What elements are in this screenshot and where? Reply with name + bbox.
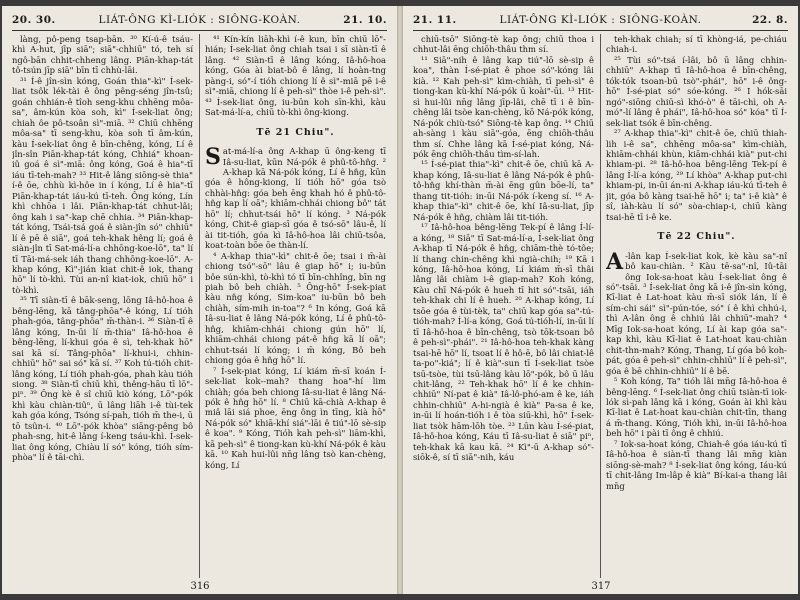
verse-paragraph: làng, pô-peng tsap-bān. ³⁰ Kí-ú-ê tsáu-khì A-hut, jīp siā"; siā"-chhiū" tó, teh sí ngô-bān chhit-chheng lâng. Piān-khap-tát tô-tsún jīp siā" bīn tī chhù-lāi. xyxy=(12,34,193,76)
right-page xyxy=(402,6,798,594)
right-page-header xyxy=(413,14,788,31)
right-page-column-1 xyxy=(413,34,594,578)
verse-paragraph: ⁷ Iok-sa-hoat kóng, Chiah-ê góa iáu-kú tī Iâ-hô-hoa ê siàn-tī thang lâi mn̄g kiàn siōng-sè-mah? ⁸ Í-sek-liat ông kóng, Iáu-kú tī chit-lâng Im-lâp ê kià" Bí-kai-a thang lâi mn̄g xyxy=(606,438,787,491)
verse-paragraph xyxy=(205,146,386,251)
left-header-chapter-range: 20. 30. xyxy=(12,14,56,26)
verse-paragraph: ²⁷ A-khap thia"-kì" chit-ê ōe, chiū thiah-lih i-ê sa", chhēng môa-sa" kìm-chiàh, khiām-chhái khùn, kiām-chhái kià" put-chi khiam-pi. ²⁸ Iâ-hô-hoa bêng-lēng Tek-pí ê lâng Í-lí-a kóng, ²⁹ Lí khòa" A-khap put-chi khiam-pi, in-ūi án-ni A-khap iáu-kú tī-teh ê jit, góa bô kàng tsai-hē hō" i; ta" i-ê kià" ê sî, iàh-kàu lí só" sòa-chiap-i, chiū kàng tsai-hē tī i-ê ke. xyxy=(606,128,787,222)
right-header-title: LIÁT-ÔNG KÌ-LIÓK : SIÔNG-KOÀN. xyxy=(499,14,702,26)
verse-paragraph: ⁴ A-khap thia"-kì" chit-ê ōe; tsai i m̄-ài chiong tsó"-sō" lâu ê giap hō" i; iu-būn bôe sún-khì, tò-khì tó tī bīn-chhîng, bīn ng piah bô beh chiàh. ⁵ Ông-hō" Í-sek-piat kàu nn̂g kóng, Sim-koa" iu-būn bô beh chiàh, sím-mih in-toa"? ⁶ In kóng, Goá kā Iâ-su-liat ê lâng Ná-pók kóng, Lí ê phû-tô-hn̂g, khiām-chhái chiong gún hō" lí, khiām-chhái chiong pát-ê hn̂g kā lí oā"; chhut-tsái lí kóng; i m̄ kóng, Bô beh chiong góa ê hn̂g hō" lí. xyxy=(205,250,386,366)
verse-paragraph: ²⁵ Tùi só"-tsá í-lâi, bô ū lâng chhin-chhiū" A-khap tī Iâ-hô-hoa ê bīn-chêng, tók-tók tsoan-bū tsò"-phái", hō" i-ê ông-hō" Í-sé-piat só" sóe-kóng. ²⁶ I hók-sāi ngó"-siōng chiū-sì khó-ò" ê tāi-chì, oh A-mó"-lí lâng ê phái", Iâ-hô-hoa só" kóa" tī Í-sek-liat tsók ê bīn-chêng. xyxy=(606,54,787,128)
verse-paragraph: ⁷ Í-sek-piat kóng, Lí kiám m̄-sī koán Í-sek-liat kok--mah? thang hoa"-hí lim chiàh; góa beh chiong Iâ-su-liat ê lâng Ná-pók ê hn̂g hō" lí. ⁸ Chiū kā-chià A-khap ê miâ lāi siá phoe, ēng ông ìn tīng, kià hō" Ná-pók só" khiā-khí siá"-lāi ê tiú"-lō sè-sip ê koa". ⁹ Kóng, Tióh kah peh-sì" liām-khì, kā peh-sì" ê tiong-kan kù-khí Ná-pók ê kàu kā. ¹⁰ Kah hui-lûi nn̄g lâng tsò kan-chèng, kóng, Lí xyxy=(205,365,386,470)
verse-paragraph xyxy=(606,248,787,376)
left-header-title: LIÁT-ÔNG KÌ-LIÓK : SIÔNG-KOÀN. xyxy=(98,14,301,26)
left-column-rule xyxy=(199,34,200,578)
verse-paragraph: teh-khak chiah; sí tī khòng-iá, pe-chiáu chiah-i. xyxy=(606,34,787,55)
left-page xyxy=(2,6,398,594)
drop-cap-letter: A xyxy=(606,248,624,275)
right-header-chapter-range-end: 22. 8. xyxy=(752,14,788,26)
left-page-number: 316 xyxy=(190,581,210,592)
left-page-column-2 xyxy=(205,34,386,578)
left-page-header xyxy=(12,14,387,31)
verse-paragraph: ³⁵ Tī siàn-tī ê bāk-seng, lōng Iâ-hô-hoa ê bêng-lēng, kā tâng-phōa"-ê kóng, Lí tióh phah-góa, tâng-phōa" m̄-thàn-i. ³⁶ Siàn-tī ê lâng kóng, In-ūi lí m̄-thia" Iâ-hô-hoa ê bêng-lēng, lí-khui góa ê sì, teh-khak hō" sai kā sí. Tâng-phōa" lí-khui-i, chhin-chhiū" hō" sai só" kā sí. ³⁷ Koh tú-tióh chit-lâng kóng, Lí tióh phah-góa, phah kàu tióh siong. ³⁸ Siàn-tī chiū khì, thêng-hāu tī lō"-piⁿ. ³⁹ Ông kè ê sî chiū kiò kóng, Lō"-pók khì kàu chiàn-tiûⁿ, ū lâng liāh i-ê tùi-tek kah góa kóng, Tsóng sí-pah, tióh m̄ the-i, ū tō tsûn-i. ⁴⁰ Lō"-pók khòa" siāng-pêng bô phah-sng, hit-ê lâng í-keng tsáu-khì. Í-sek-liat ông kóng, Chiàu lí só" kóng, tióh sím-phòa" lí ê tāi-chì. xyxy=(12,295,193,463)
right-page-number: 317 xyxy=(591,581,611,592)
verse-paragraph: ⁵ Koh kóng, Ta" tióh lâi mn̄g Iâ-hô-hoa ê bêng-lēng. ⁶ Í-sek-liat ông chiū tsiàn-tī iok-lók sì-pah lâng kā i kóng, Goán ài khì kàu Kī-liat ê Lat-hoat kau-chiàn chit-tīn, thang á m̄-thang. Kóng, Tióh khì, in-ūi Iâ-hô-hoa beh hō" i pài tī ông ê chhiú. xyxy=(606,376,787,439)
verse-paragraph: ¹¹ Siā"-nih ê lâng kap tiú"-lō sè-sip ê koa", thàn Í-sé-piat ê phoe só"-kóng lâi kià. ¹² Kah peh-sì" kìm-chiàh, tī peh-sì" ê tiong-kan kù-khí Ná-pók ū koài"-ūi. ¹³ Hit-sì hui-lûi nn̄g lâng jīp-lâi, chē tī i ê bīn-chêng lâi tsòe kan-chèng, kō Ná-pók kóng, Ná-pók chiù-tsó" Siōng-tè kap ông. ¹⁴ Chiū ah-sàng i kàu siā"-góa, ēng chiōh-thâu thm sí. Chhe lâng kā Í-sé-piat kóng, Ná-pók ēng chiōh-thâu tìm-sí-lah. xyxy=(413,54,594,159)
verse-paragraph: chiū-tsō" Siōng-tè kap ông; chiū thoa i chhut-lâi ēng chiōh-thâu thm sí. xyxy=(413,34,594,55)
drop-cap-text: at-má-lí-a ông A-khap ū ông-keng tī Iâ-su-liat, kūn Ná-pók ê phû-tô-hn̂g. ² A-khap kā Ná-pók kóng, Lí ê hn̂g, kūn góa ê hông-kiong, lí tióh hō" góa tsò chhài-hn̂g: góa beh ēng khah hó ê phû-tô-hn̂g kap lí oā"; khiām-chhái chiong bô" tát hō" lí; chhut-tsái hō" lí kóng. ³ Ná-pók kóng, Chit-ê giap-sī góa ê tsó-sō" lâu-ê, lí ài tit-tióh, góa kì Iâ-hô-hoa lâi chiū-tsôa, koat-toàn bōe ōe thàn-lí. xyxy=(205,146,386,251)
verse-paragraph: ³¹ Í-ê jîn-sìn kóng, Goán thia"-kì" Í-sek-liat tsôk lék-tài ê ông pêng-séng jîn-tsû; goán chhián-ê tîoh seng-khu chhēng môa-sa", âm-kún kòa soh, kì" Í-sek-liat ông; chiah ôe pô-tsoân sì"-miā. ³² Chiū chhēng môa-sa" tī seng-khu, kòa soh tī âm-kún, kàu Í-sek-liat ông ê bīn-chêng, kóng, Lí ê jîn-sîn Piān-khap-tát kóng, Chhiá" khoan-iû goá ê sì"-miā: ông kóng, Goá ê hia"-tī iáu tī-teh-mah? ³³ Hit-ê lâng siōng-sè thia" í-ê ōe, chhù kì-hôe in í kóng, Lí ê hia"-tī Piān-khap-tát iáu-kú tī-teh. Ông kóng, Lín khì chhōa i lâi. Piān-khap-tát chhut-lâi; ông kah i sa"-kap chē chhia. ³⁴ Piān-khap-tát kóng, Tsái-tsá goá ê siàn-jîn só" chhiū" lí ê pē ê siā", goá teh-khak hêng lí; goá ê siàn-jîn tī Sat-má-lí-a chhōng-koe-lō", ta" lí tī Tāi-má-sek iáh thang chhōng-koe-lō". A-khap kóng, Kì"-jián kiat chit-ê iok, thang hō" lí tò-khì. Tùi an-nî kiat-iok, chiū hō" i tò-khì. xyxy=(12,75,193,295)
right-column-rule xyxy=(600,34,601,578)
verse-paragraph: ¹⁵ Í-sé-piat thia"-kì" chit-ê ōe, chiū kā A-khap kóng, Iâ-su-liat ê lâng Ná-pók ê phû-tô-hn̂g khí-thàn m̄-ài ēng gûn bōe-lí, ta" thang tit-tióh: in-ūi Ná-pók í-keng sí. ¹⁶ A-khap thia"-kì" chit-ê ōe, khí Iâ-su-liat, jīp Ná-pók ê hn̂g, chiàm lâi tit-tióh. xyxy=(413,159,594,222)
right-header-chapter-range: 21. 11. xyxy=(413,14,457,26)
left-page-column-1 xyxy=(12,34,193,578)
verse-paragraph: ⁴¹ Kín-kín liāh-khì í-ê kun, bīn chiū lō"-hián; Í-sek-liat ông chiah tsai i sī siàn-tī ê lâng. ⁴² Siàn-tī ê lâng kóng, Iâ-hô-hoa kóng, Góa ài biat-bô ê lâng, lí hoàn-tng pàng-i, só"-í tióh chiong lí ê sì"-miā pē i-ê sì"-miā, chiong lí ê peh-sì" thòe i-ê peh-sì". ⁴³ Í-sek-liat ông, iu-būn koh sīn-khì, kàu Sat-má-lí-a, chiū tò-khì ông-kiong. xyxy=(205,34,386,118)
drop-cap-letter: S xyxy=(205,144,221,171)
left-header-chapter-range-end: 21. 10. xyxy=(343,14,387,26)
drop-cap-text: -lân kap Í-sek-liat kok, kè kàu sa"-nî bô kau-chiàn. ² Kàu tē-sa"-nî, Iû-tāi ông Iok-sa-hoat kàu Í-sek-liat ông ê só"-tsāi. ³ Í-sek-liat ông kā i-ê jîn-sìn kóng, Kī-liat ê Lat-hoat kàu m̄-sī siók lán, lí ê sím-chi sái" sì"-pún-tóe, só" í ê khì chhú-i, thì A-lân ông ê chhiú lâi chhiū"-mah? ⁴ Mīg Iok-sa-hoat kóng, Lí ài kap góa sa"-kap khì, kàu Kī-liat ê Lat-hoat kau-chiàn chit-thn-mah? Kóng, Thang, Lí góa bô koh-pát, góa ê peh-sì" chhin-chhiū" lí ê peh-sì", góa ê bē chhin-chhiū" lí ê bē. xyxy=(606,250,787,376)
right-page-column-2 xyxy=(606,34,787,578)
verse-paragraph: ¹⁷ Iâ-hô-hoa bêng-lēng Tek-pí ê lâng Í-lí-a kóng, ¹⁸ Siā" tī Sat-má-lí-a, Í-sek-liat ông A-khap tī Ná-pók ê hn̂g, chiām-thè tó-tôe; lí thang chin-chêng khì ngià-chih; ¹⁹ Kā i kóng, Iâ-hô-hoa kóng, Lí kiám m̄-sī thâi lâng lâi chiàm i-ê giap-mah? Koh kóng, Kàu chī Ná-pók ê hueh tī hit só"-tsāi, iáh teh-khak chi lí ê hueh. ²⁰ A-khap kóng, Lí tsōe góa ê tùi-tèk, ta" chiū kap góa sa"-tú-tióh-mah? Í-lí-a kóng, Goá tú-tióh-lí, in-ūi lí tī Iâ-hô-hoa ê bīn-chêng, tsò tōk-tsoan bô ê peh-sì"-phái". ²¹ Iâ-hô-hoa teh-khak kàng tsai-hē hō" lí, tsoat lí ê hô-ē, bô lâi chiat-lê ta-po"-kiá"; lí ê kià"-sun tī Í-sek-liat tsòe tsū-tsòe, tùi tsū-lâng kàu lō"-pók, bô ū lâu chit-lâng, ²² Teh-khak hō" lí ê ke chhin-chhiū" Ní-pat ê kià" Iâ-lô-phó-am ê ke, iáh chhin-chhiū" A-hi-ngià ê kià" Pa-sa ê ke, in-ūi lí hoán-tióh i ê tòa siū-khì, hō" Í-sek-liat tsòk hām-lōh tòe. ²³ Lūn kàu Í-sé-piat, Iâ-hô-hoa kóng, Káu tī Iâ-su-liat ê siā" piⁿ, teh-khak kā kau kā. ²⁴ Kì"-ū A-khap só"-siōk-ê, sí tī siā"-nih, káu xyxy=(413,222,594,463)
chapter-title: Tē 21 Chiu". xyxy=(256,126,335,138)
chapter-title: Tē 22 Chiu". xyxy=(657,231,736,243)
